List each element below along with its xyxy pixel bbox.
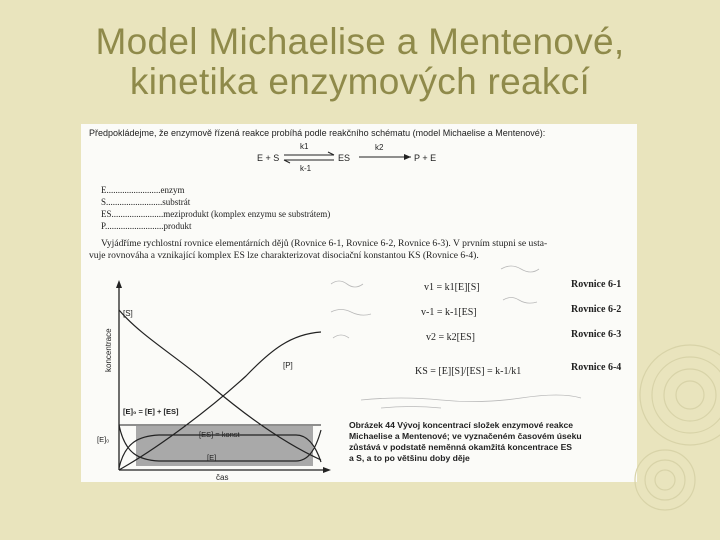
scheme-k-1: k-1	[300, 164, 312, 173]
product-label: [P]	[283, 361, 293, 370]
total-enzyme-label: [E]₀ = [E] + [ES]	[123, 407, 179, 416]
equation-6-3: v2 = k2[ES]	[426, 332, 475, 343]
equation-6-2: v-1 = k-1[ES]	[421, 307, 477, 318]
legend-product: P..........................produkt	[101, 221, 192, 231]
equation-6-2-label: Rovnice 6-2	[571, 304, 622, 315]
caption-line-4: a S, a to po většinu doby děje	[349, 453, 470, 463]
free-enzyme-label: [E]	[207, 453, 217, 462]
x-axis-label: čas	[216, 473, 229, 482]
caption-line-1: Obrázek 44 Vývoj koncentrací složek enzymové reakce	[349, 420, 574, 430]
equation-6-3-label: Rovnice 6-3	[571, 329, 622, 340]
caption-line-3: zůstává v podstatě neměnná okamžitá koncentrace ES	[349, 442, 573, 452]
scheme-right: P + E	[414, 153, 437, 163]
paragraph-line-2: vuje rovnováha a vznikající komplex ES lze charakterizovat disociační konstantou KS (Rovnice 6-4).	[89, 250, 479, 261]
y-axis-label: koncentrace	[104, 328, 113, 372]
scheme-k1: k1	[300, 142, 309, 151]
equation-6-4-label: Rovnice 6-4	[571, 362, 622, 373]
legend-intermediate: ES.......................meziprodukt (komplex enzymu se substrátem)	[101, 209, 331, 219]
slide-title-line-2: kinetika enzymových reakcí	[129, 61, 591, 102]
scheme-middle: ES	[338, 153, 351, 163]
caption-line-2: Michaelise a Mentenové; ve vyznačeném časovém úseku	[349, 431, 582, 441]
complex-label: [ES] = konst	[199, 430, 240, 439]
equation-6-4: KS = [E][S]/[ES] = k-1/k1	[415, 366, 522, 377]
scheme-k2: k2	[375, 143, 384, 152]
legend-substrate: S.........................substrát	[101, 197, 191, 207]
paragraph-line-1: Vyjádříme rychlostní rovnice elementárních dějů (Rovnice 6-1, Rovnice 6-2, Rovnice 6-3). V prvním stupni se usta-	[101, 238, 548, 249]
scheme-left: E + S	[257, 153, 280, 163]
slide-title-line-1: Model Michaelise a Mentenové,	[95, 21, 625, 62]
equation-6-1: v1 = k1[E][S]	[424, 282, 480, 293]
intro-text: Předpokládejme, že enzymově řízená reakce probíhá podle reakčního schématu (model Michaelise a Mentenové):	[89, 128, 546, 138]
substrate-label: [S]	[123, 309, 133, 318]
legend-enzyme: E........................enzym	[101, 185, 185, 195]
initial-enzyme-label: [E]₀	[97, 435, 110, 444]
equation-6-1-label: Rovnice 6-1	[571, 279, 622, 290]
